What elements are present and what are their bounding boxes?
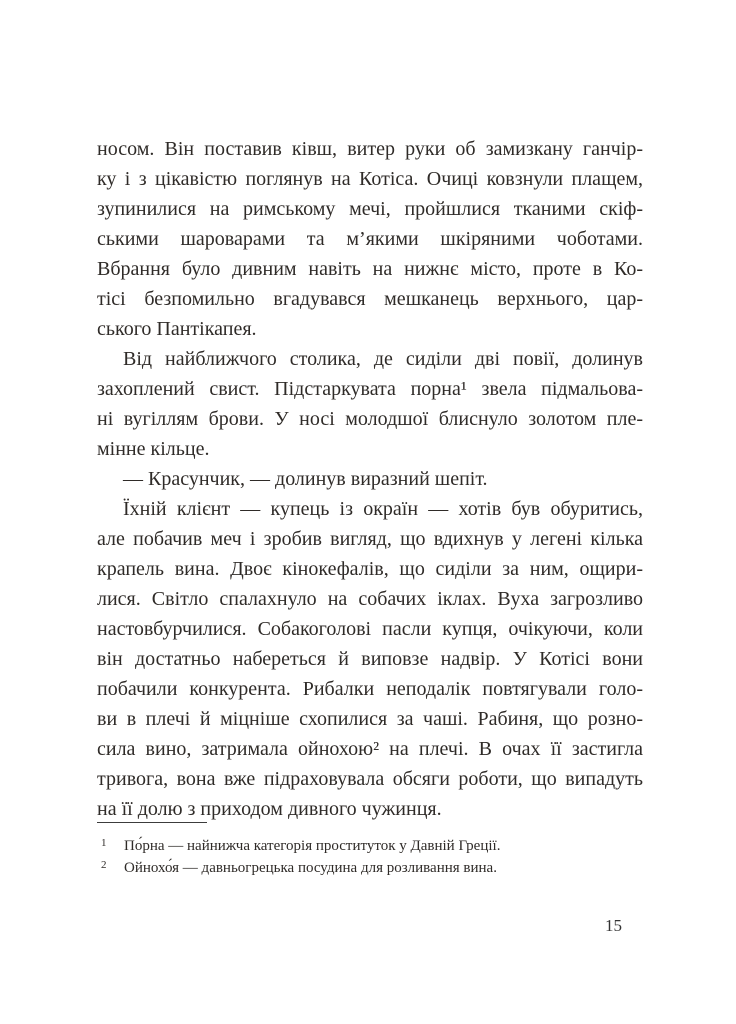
footnote-marker: 1 (101, 837, 107, 849)
text-line: носом. Він поставив ківш, витер руки об замизкану ганчір- (97, 138, 643, 160)
text-line: лися. Світло спалахнуло на собачих іклах. Вуха загрозливо (97, 588, 643, 610)
text-line: ського Пантікапея. (97, 318, 257, 340)
text-line: ськими шароварами та м’якими шкіряними чоботами. (97, 228, 643, 250)
body-text (97, 134, 643, 824)
text-line: настовбурчилися. Собакоголові пасли купця, очікуючи, коли (97, 618, 643, 640)
paragraph (97, 494, 643, 824)
paragraph (97, 464, 643, 494)
text-line: мінне кільце. (97, 438, 210, 460)
text-line: сила вино, затримала ойнохою² на плечі. В очах її застигла (97, 738, 643, 760)
paragraph (97, 344, 643, 464)
text-line: зупинилися на римському мечі, пройшлися тканими скіф- (97, 198, 643, 220)
footnote-text: Ойнохо́я — давньогрецька посудина для розливання вина. (124, 860, 497, 876)
text-line: ви в плечі й міцніше схопилися за чаші. Рабиня, що розно- (97, 708, 643, 730)
footnote-marker: 2 (101, 859, 107, 871)
footnote (97, 857, 643, 879)
text-line: Вбрання було дивним навіть на нижнє місто, проте в Ко- (97, 258, 643, 280)
text-line: захоплений свист. Підстаркувата порна¹ звела підмальова- (97, 378, 643, 400)
text-line: на її долю з приходом дивного чужинця. (97, 798, 442, 820)
text-line: Від найближчого столика, де сиділи дві повії, долинув (123, 348, 643, 370)
footnotes (97, 835, 643, 879)
text-line: Їхній клієнт — купець із окраїн — хотів був обуритись, (123, 498, 643, 520)
text-line: але побачив меч і зробив вигляд, що вдихнув у легені кілька (97, 528, 643, 550)
page-number: 15 (605, 916, 622, 935)
text-line: тісі безпомильно вгадувався мешканець верхнього, цар- (97, 288, 643, 310)
text-line: тривога, вона вже підраховувала обсяги роботи, що випадуть (97, 768, 643, 790)
paragraph (97, 134, 643, 344)
text-line: ку і з цікавістю поглянув на Котіса. Очиці ковзнули плащем, (97, 168, 643, 190)
text-line: побачили конкурента. Рибалки неподалік повтягували голо- (97, 678, 643, 700)
text-line: ні вугіллям брови. У носі молодшої блиснуло золотом пле- (97, 408, 643, 430)
footnote-text: По́рна — найнижча категорія проституток у Давній Греції. (124, 838, 501, 854)
text-line: крапель вина. Двоє кінокефалів, що сиділи за ним, ощири- (97, 558, 643, 580)
text-line: він достатньо набереться й виповзе надвір. У Котісі вони (97, 648, 643, 670)
footnote-separator (97, 822, 207, 823)
text-line: — Красунчик, — долинув виразний шепіт. (123, 468, 488, 490)
footnote (97, 835, 643, 857)
